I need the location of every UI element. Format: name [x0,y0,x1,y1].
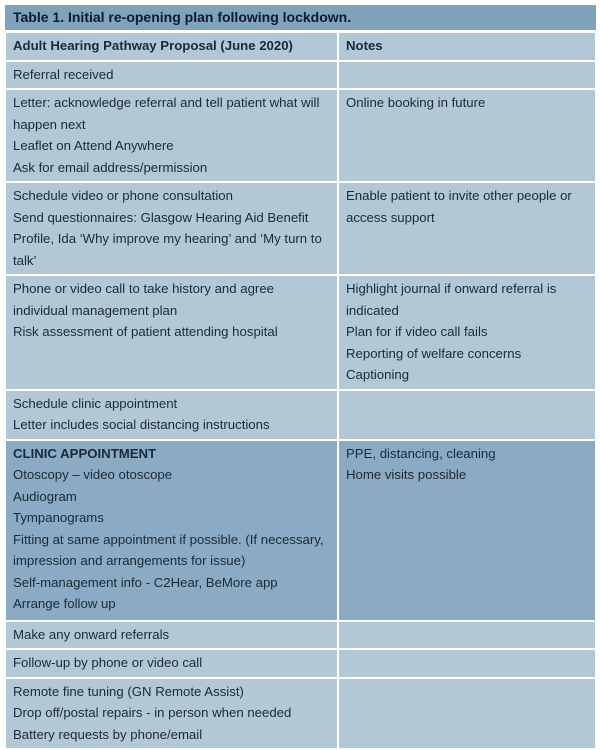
table-row [5,182,596,275]
cell-title: CLINIC APPOINTMENT [13,445,157,461]
table-row [5,678,596,750]
cell-line: Letter includes social distancing instructions [13,417,270,432]
notes-cell [338,440,596,621]
cell-line: Audiogram [13,488,77,504]
pathway-cell [5,275,338,390]
cell-line: Make any onward referrals [13,626,170,642]
notes-cell [338,61,596,90]
cell-line: Phone or video call to take history and agree individual management plan [13,281,274,318]
cell-line: Fitting at same appointment if possible. (If necessary, impression and arrangements for issue) [13,531,324,568]
table-row [5,89,596,182]
table-row [5,621,596,650]
table-row [5,275,596,390]
pathway-cell [5,678,338,750]
cell-line: Battery requests by phone/email [13,726,203,742]
cell-line: Plan for if video call fails [346,324,488,339]
cell-line: Letter: acknowledge referral and tell patient what will happen next [13,95,320,132]
cell-line: Drop off/postal repairs - in person when needed [13,705,292,720]
cell-line: Arrange follow up [13,596,116,611]
cell-line: Referral received [13,66,114,82]
notes-cell [338,649,596,678]
pathway-table [4,31,597,750]
pathway-cell [5,440,338,621]
cell-line: Ask for email address/permission [13,159,208,175]
cell-line: Online booking in future [346,95,486,110]
cell-line: Risk assessment of patient attending hospital [13,324,278,339]
notes-cell [338,275,596,390]
cell-line: Captioning [346,367,410,382]
table-row [5,390,596,440]
pathway-cell [5,390,338,440]
cell-line: Schedule clinic appointment [13,395,178,411]
cell-line: PPE, distancing, cleaning [346,445,496,461]
pathway-cell [5,182,338,275]
table-caption: Table 1. Initial re-opening plan following lockdown. [4,4,597,31]
cell-line: Tympanograms [13,510,104,525]
notes-cell [338,621,596,650]
notes-cell [338,678,596,750]
cell-line: Remote fine tuning (GN Remote Assist) [13,683,244,699]
cell-line: Leaflet on Attend Anywhere [13,138,174,153]
table-row [5,649,596,678]
header-pathway: Adult Hearing Pathway Proposal (June 2020) [5,32,338,61]
pathway-cell [5,89,338,182]
pathway-cell [5,649,338,678]
cell-line: Follow-up by phone or video call [13,655,203,670]
cell-line: Send questionnaires: Glasgow Hearing Aid Benefit Profile, Ida ‘Why improve my hearing’ and ‘My turn to talk’ [13,209,322,268]
table-row [5,440,596,621]
table-header-row [5,32,596,61]
cell-line: Reporting of welfare concerns [346,345,522,361]
notes-cell [338,89,596,182]
notes-cell [338,390,596,440]
notes-cell [338,182,596,275]
table-container [4,4,597,750]
cell-line: Schedule video or phone consultation [13,188,233,203]
cell-line: Highlight journal if onward referral is indicated [346,281,557,318]
cell-line: Enable patient to invite other people or access support [346,188,572,225]
table-row [5,61,596,90]
cell-line: Self-management info - C2Hear, BeMore app [13,574,278,590]
header-notes: Notes [338,32,596,61]
cell-line: Otoscopy – video otoscope [13,467,173,482]
pathway-cell [5,621,338,650]
pathway-cell [5,61,338,90]
cell-line: Home visits possible [346,467,467,482]
